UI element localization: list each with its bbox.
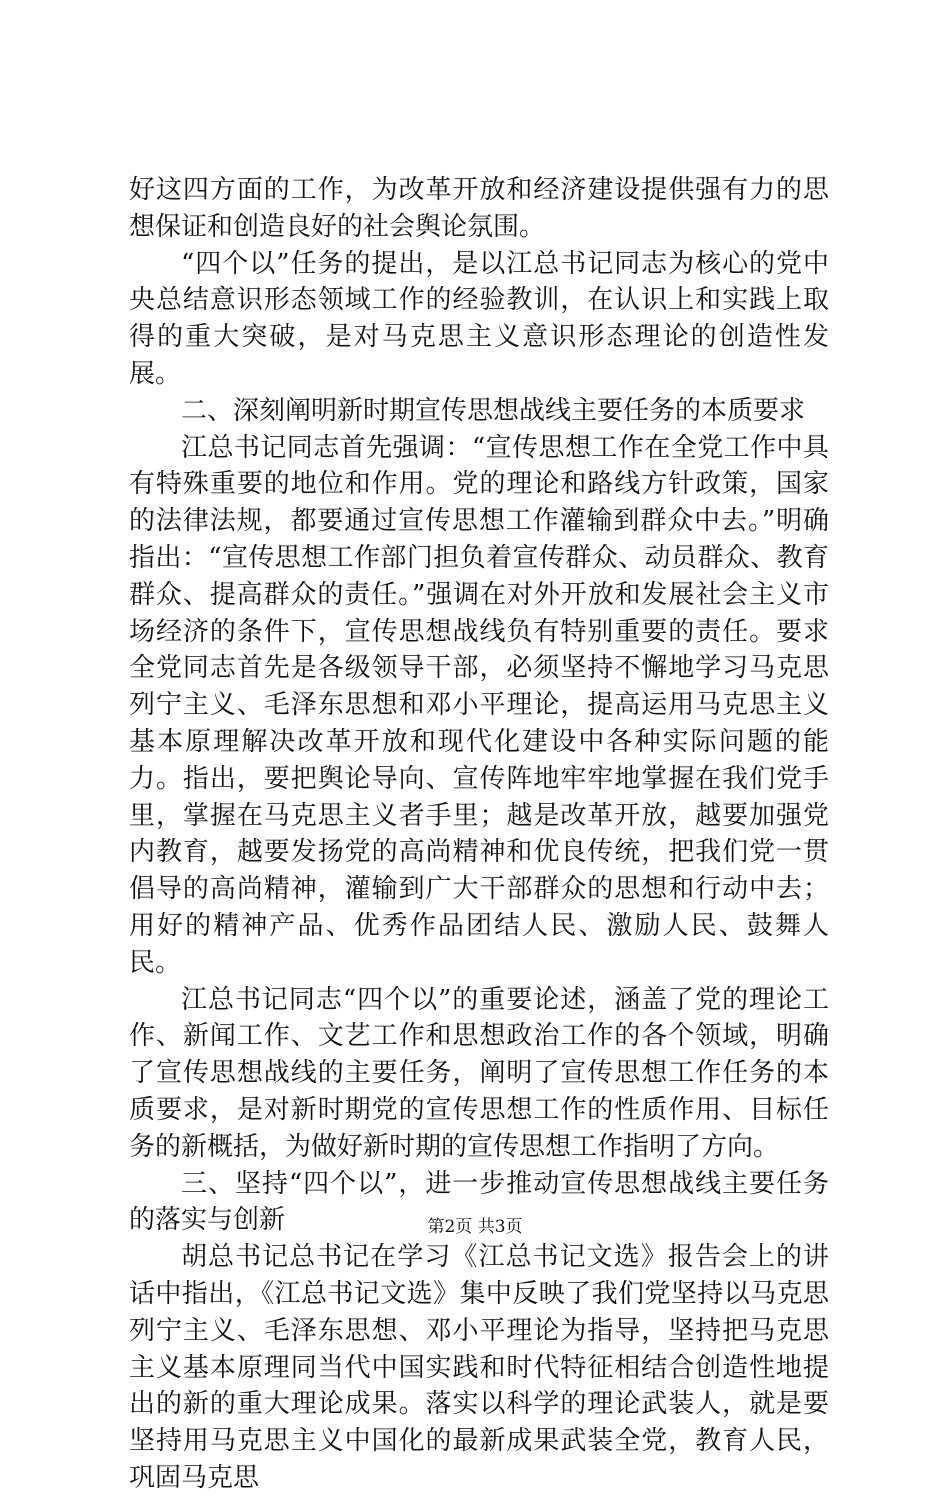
section-heading-3: 三、坚持“四个以”，进一步推动宣传思想战线主要任务的落实与创新 [129,1168,829,1236]
section-heading-2: 二、深刻阐明新时期宣传思想战线主要任务的本质要求 [181,395,806,426]
paragraph: 江总书记同志首先强调：“宣传思想工作在全党工作中具有特殊重要的地位和作用。党的理论和路线方针政策，国家的法律法规，都要通过宣传思想工作灌输到群众中去。”明确指出：“宣传思想工作部门担负着宣传群众、动员群众、教育群众、提高群众的责任。”强调在对外开放和发展社会主义市场经济的条件下，宣传思想战线负有特别重要的责任。要求全党同志首先是各级领导干部，必须坚持不懈地学习马克思列宁主义、毛泽东思想和邓小平理论，提高运用马克思主义基本原理解决改革开放和现代化建设中各种实际问题的能力。指出，要把舆论导向、宣传阵地牢牢地掌握在我们党手里，掌握在马克思主义者手里；越是改革开放，越要加强党内教育，越要发扬党的高尚精神和优良传统，把我们党一贯倡导的高尚精神，灌输到广大干部群众的思想和行动中去；用好的精神产品、优秀作品团结人民、激励人民、鼓舞人民。 [129,432,829,978]
page-footer: 第2页 共3页 [427,1217,523,1237]
paragraph-continued: 好这四方面的工作，为改革开放和经济建设提供强有力的思想保证和创造良好的社会舆论氛围。 [129,175,829,242]
paragraph: 江总书记同志“四个以”的重要论述，涵盖了党的理论工作、新闻工作、文艺工作和思想政治工作的各个领域，明确了宣传思想战线的主要任务，阐明了宣传思想工作任务的本质要求，是对新时期党的宣传思想工作的性质作用、目标任务的新概括，为做好新时期的宣传思想工作指明了方向。 [129,984,829,1162]
document-body [129,172,829,1497]
paragraph: 胡总书记总书记在学习《江总书记文选》报告会上的讲话中指出，《江总书记文选》集中反映了我们党坚持以马克思列宁主义、毛泽东思想、邓小平理论为指导，坚持把马克思主义基本原理同当代中国实践和时代特征相结合创造性地提出的新的重大理论成果。落实以科学的理论武装人，就是要坚持用马克思主义中国化的最新成果武装全党，教育人民，巩固马克思 [129,1242,829,1493]
paragraph: “四个以”任务的提出，是以江总书记同志为核心的党中央总结意识形态领域工作的经验教训，在认识上和实践上取得的重大突破，是对马克思主义意识形态理论的创造性发展。 [129,248,829,389]
